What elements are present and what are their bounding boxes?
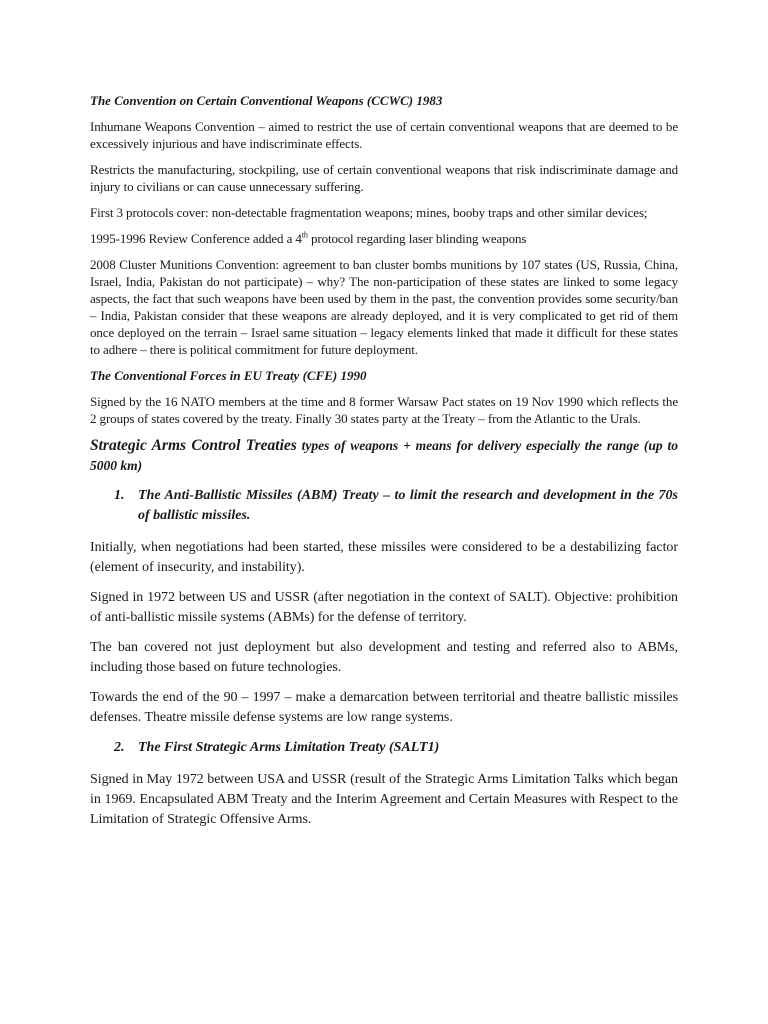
ccwc-paragraph-5: 2008 Cluster Munitions Convention: agreement to ban cluster bombs munitions by 107 states (US, Russia, China, Israel, India, Pakistan do not participate) – why? The non-participation of these states are linked to some legacy aspects, the fact that such weapons have been used by them in the past, the convention provides some security/ban – India, Pakistan consider that these weapons are already deployed, and it is very complicated to get rid of them once deployed on the terrain – Israel same situation – legacy elements linked that made it difficult for these states to adhere – there is political commitment for future deployment. (90, 257, 678, 357)
cfe-heading: The Conventional Forces in EU Treaty (CFE) 1990 (90, 368, 367, 383)
abm-number: 1. (114, 488, 125, 503)
abm-heading-text: The Anti-Ballistic Missiles (ABM) Treaty – to limit the research and development in the 70s of ballistic missiles. (138, 488, 678, 523)
cfe-paragraph-1: Signed by the 16 NATO members at the time and 8 former Warsaw Pact states on 19 Nov 1990 which reflects the 2 groups of states covered by the treaty. Finally 30 states party at the Treaty – from the Atlantic to the Urals. (90, 394, 678, 426)
abm-paragraph-1: Initially, when negotiations had been started, these missiles were considered to be a destabilizing factor (element of insecurity, and instability). (90, 540, 678, 575)
strategic-heading (90, 436, 678, 476)
strategic-heading-rest: types of weapons + means for delivery especially the range (up to 5000 km) (90, 438, 678, 473)
ccwc-paragraph-1: Inhumane Weapons Convention – aimed to restrict the use of certain conventional weapons that are deemed to be excessively injurious and have indiscriminate effects. (90, 119, 678, 151)
abm-paragraph-3: The ban covered not just deployment but also development and testing and referred also to ABMs, including those based on future technologies. (90, 640, 678, 675)
ccwc-p4-text-b: protocol regarding laser blinding weapons (307, 231, 527, 246)
ccwc-paragraph-4 (90, 230, 678, 247)
abm-heading (114, 486, 678, 526)
strategic-heading-title: Strategic Arms Control Treaties (90, 437, 297, 454)
salt1-number: 2. (114, 740, 125, 755)
ccwc-heading: The Convention on Certain Conventional Weapons (CCWC) 1983 (90, 93, 443, 108)
abm-paragraph-4: Towards the end of the 90 – 1997 – make a demarcation between territorial and theatre ballistic missiles defenses. Theatre missile defense systems are low range systems. (90, 690, 678, 725)
ccwc-p4-text-a: 1995-1996 Review Conference added a 4 (90, 231, 302, 246)
ccwc-paragraph-2: Restricts the manufacturing, stockpiling, use of certain conventional weapons that risk indiscriminate damage and injury to civilians or can cause unnecessary suffering. (90, 162, 678, 194)
salt1-heading (114, 738, 678, 758)
abm-paragraph-2: Signed in 1972 between US and USSR (after negotiation in the context of SALT). Objective: prohibition of anti-ballistic missile systems (ABMs) for the defense of territory. (90, 590, 678, 625)
ccwc-p4-superscript: th (301, 230, 308, 240)
salt1-paragraph-1: Signed in May 1972 between USA and USSR (result of the Strategic Arms Limitation Talks which began in 1969. Encapsulated ABM Treaty and the Interim Agreement and Certain Measures with Respect to the Limitation of Strategic Offensive Arms. (90, 772, 678, 827)
salt1-heading-text: The First Strategic Arms Limitation Treaty (SALT1) (138, 740, 440, 755)
ccwc-paragraph-3: First 3 protocols cover: non-detectable fragmentation weapons; mines, booby traps and other similar devices; (90, 205, 648, 220)
